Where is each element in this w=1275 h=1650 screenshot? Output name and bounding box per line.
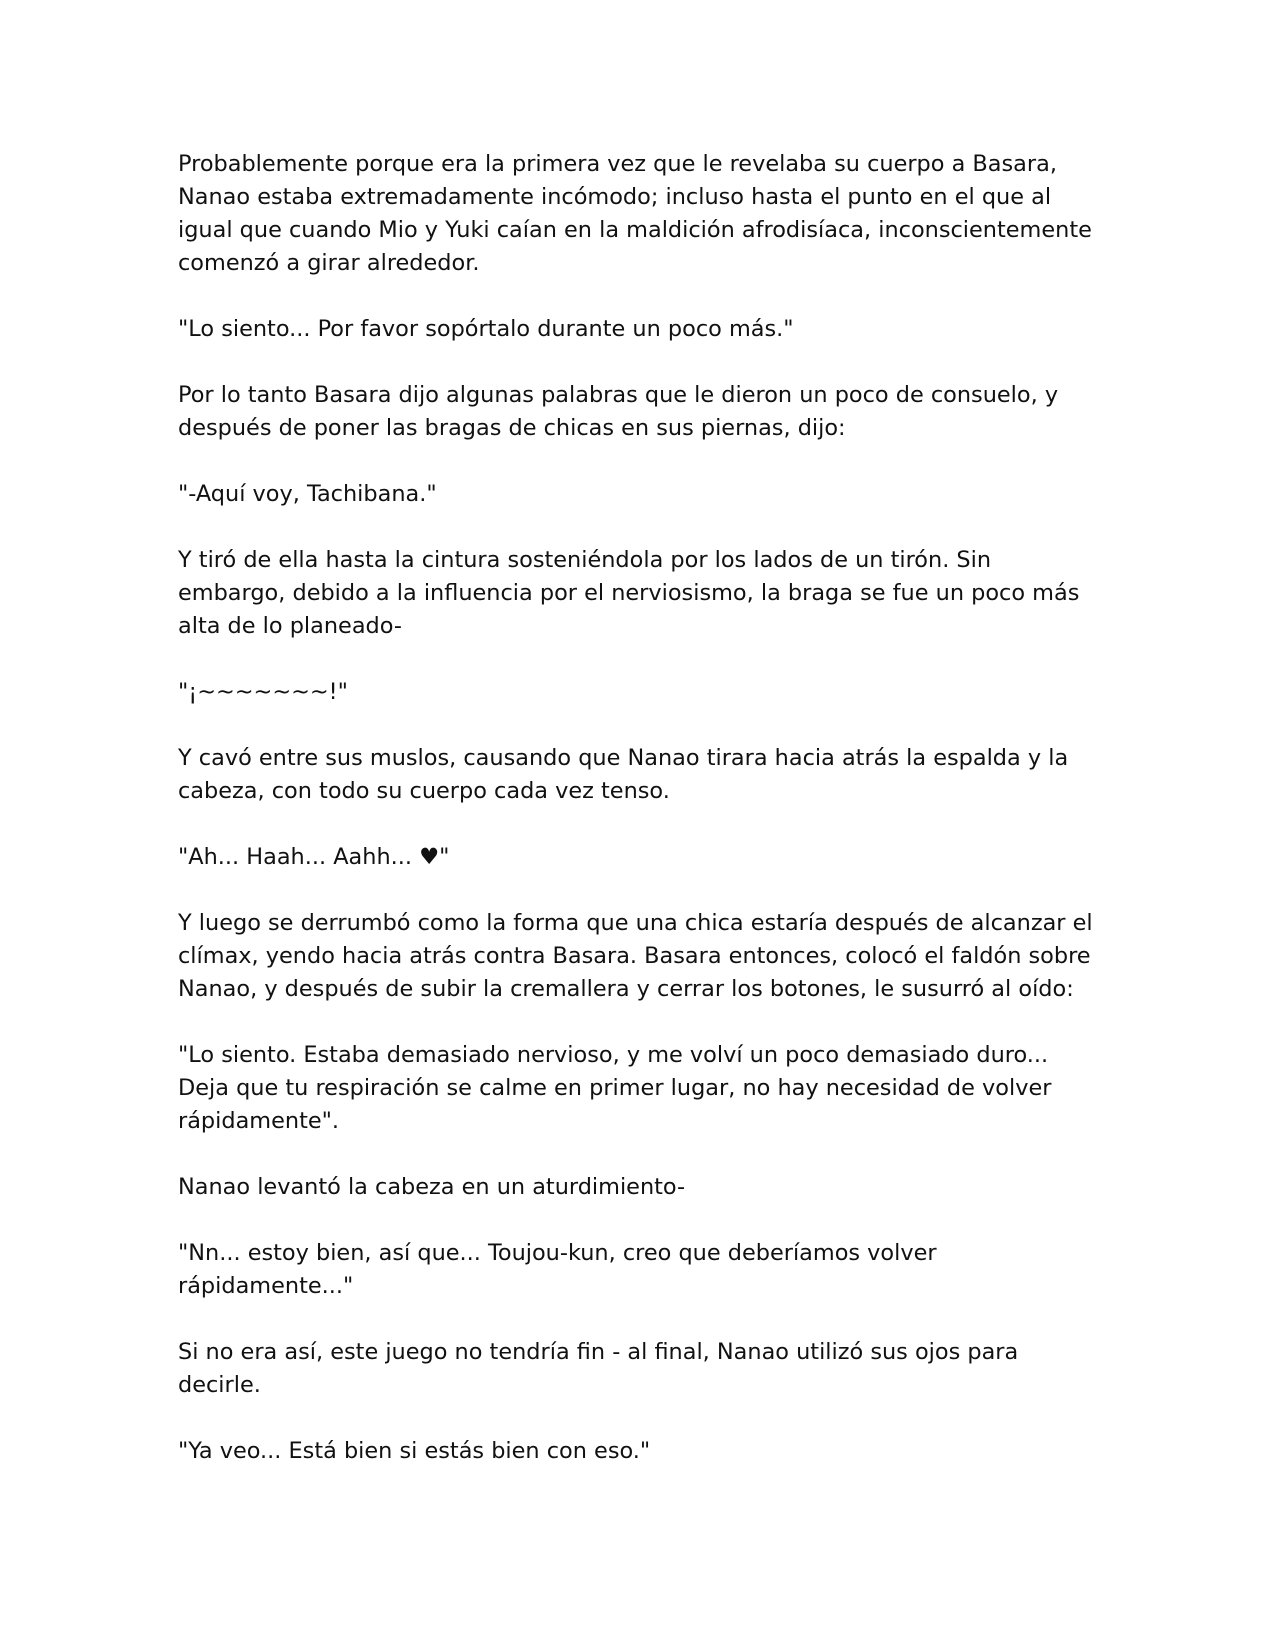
paragraph-5: Y tiró de ella hasta la cintura sosteniéndola por los lados de un tirón. Sin embargo, debido a la influencia por el nerviosismo, la braga se fue un poco más alta de lo planeado-: [178, 547, 1080, 639]
paragraph-1: Probablemente porque era la primera vez que le revelaba su cuerpo a Basara, Nanao estaba extremadamente incómodo; incluso hasta el punto en el que al igual que cuando Mio y Yuki caían en la maldición afrodisíaca, inconscientemente comenzó a girar alrededor.: [178, 151, 1092, 276]
paragraph-4: "-Aquí voy, Tachibana.": [178, 481, 437, 507]
paragraph-7: Y cavó entre sus muslos, causando que Nanao tirara hacia atrás la espalda y la cabeza, con todo su cuerpo cada vez tenso.: [178, 745, 1069, 804]
paragraph-11: Nanao levantó la cabeza en un aturdimiento-: [178, 1174, 686, 1200]
paragraph-12: "Nn... estoy bien, así que... Toujou-kun, creo que deberíamos volver rápidamente...": [178, 1240, 937, 1299]
paragraph-10: "Lo siento. Estaba demasiado nervioso, y me volví un poco demasiado duro... Deja que tu respiración se calme en primer lugar, no hay necesidad de volver rápidamente".: [178, 1042, 1052, 1134]
paragraph-9: Y luego se derrumbó como la forma que una chica estaría después de alcanzar el clímax, yendo hacia atrás contra Basara. Basara entonces, colocó el faldón sobre Nanao, y después de subir la cremallera y cerrar los botones, le susurró al oído:: [178, 910, 1093, 1002]
paragraph-2: "Lo siento... Por favor sopórtalo durante un poco más.": [178, 316, 794, 342]
paragraph-8: "Ah... Haah... Aahh... ♥": [178, 844, 450, 870]
document-body: [178, 148, 1098, 1501]
paragraph-3: Por lo tanto Basara dijo algunas palabras que le dieron un poco de consuelo, y después de poner las bragas de chicas en sus piernas, dijo:: [178, 382, 1059, 441]
paragraph-13: Si no era así, este juego no tendría fin - al final, Nanao utilizó sus ojos para decirle.: [178, 1339, 1019, 1398]
paragraph-6: "¡~~~~~~~!": [178, 679, 348, 705]
paragraph-14: "Ya veo... Está bien si estás bien con eso.": [178, 1438, 651, 1464]
